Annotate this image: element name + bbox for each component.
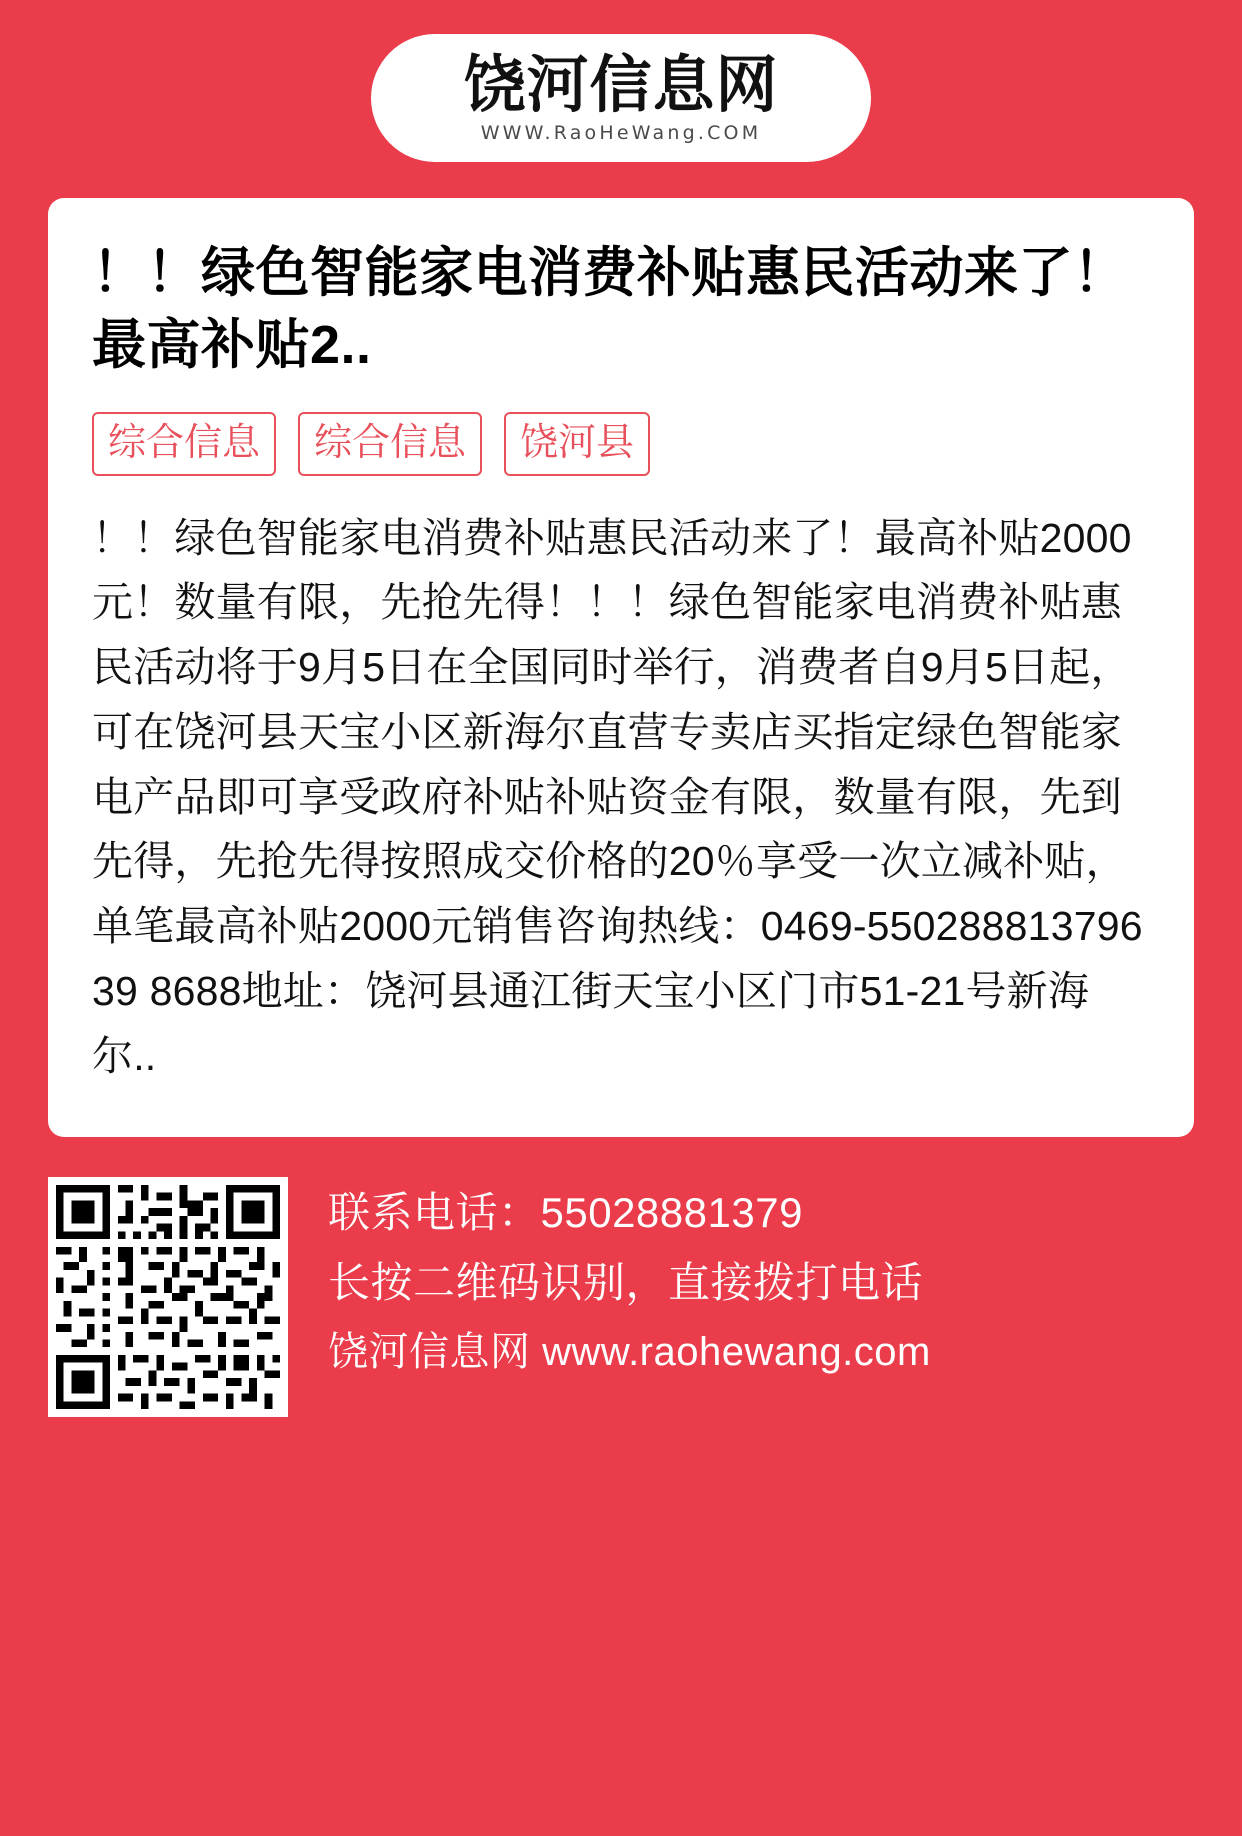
tag-item-1[interactable]: 综合信息 (92, 412, 276, 476)
article-card (48, 198, 1194, 1137)
tag-item-2[interactable]: 综合信息 (298, 412, 482, 476)
site-logo (371, 34, 871, 162)
logo-title: 饶河信息网 (463, 48, 779, 122)
qr-code-icon[interactable] (48, 1177, 288, 1417)
tag-list (92, 412, 1150, 476)
footer-text-block (328, 1177, 931, 1376)
article-body: ！！绿色智能家电消费补贴惠民活动来了！最高补贴2000元！数量有限，先抢先得！！！绿色智能家电消费补贴惠民活动将于9月5日在全国同时举行，消费者自9月5日起，可在饶河县天宝小区新海尔直营专卖店买指定绿色智能家电产品即可享受政府补贴补贴资金有限，数量有限，先到先得，先抢先得按照成交价格的20％享受一次立减补贴，单笔最高补贴2000元销售咨询热线：0469-55028881379639 8688地址：饶河县通江街天宝小区门市51-21号新海尔.. (92, 514, 1143, 1079)
logo-url: WWW.RaoHeWang.COM (480, 121, 762, 144)
footer (48, 1177, 1194, 1417)
qr-hint: 长按二维码识别，直接拨打电话 (328, 1258, 924, 1306)
site-link[interactable]: 饶河信息网 www.raohewang.com (328, 1330, 931, 1375)
contact-phone: 联系电话：55028881379 (328, 1188, 803, 1236)
page-title: ！！绿色智能家电消费补贴惠民活动来了！最高补贴2.. (92, 243, 1128, 375)
tag-item-3[interactable]: 饶河县 (504, 412, 650, 476)
qr-code-svg (56, 1185, 280, 1409)
